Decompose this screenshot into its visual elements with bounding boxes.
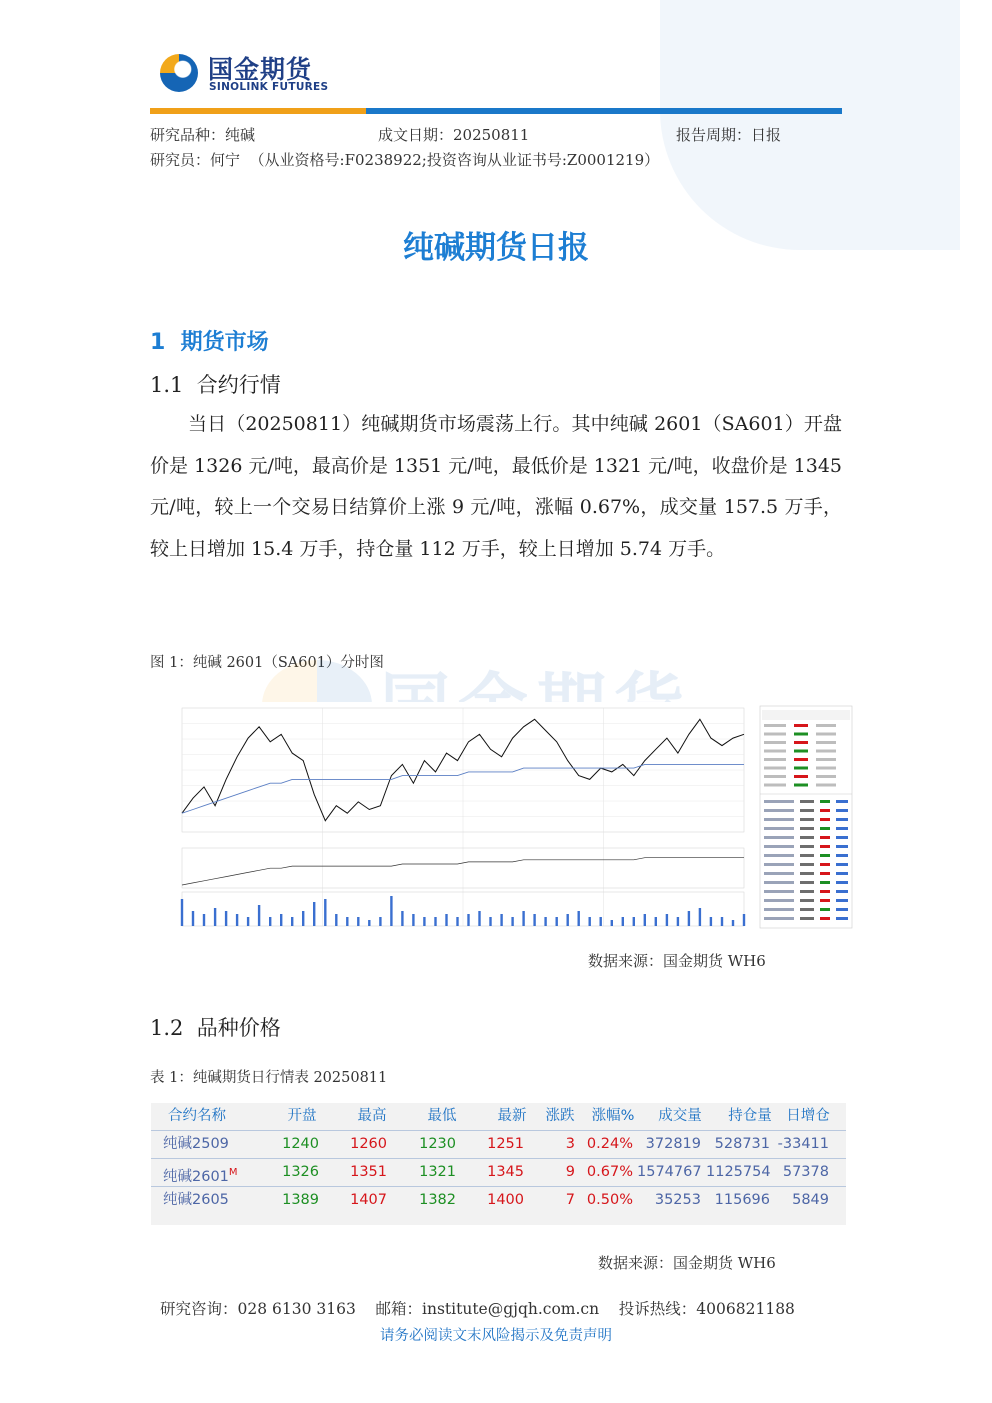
quote-row-label [764, 758, 786, 761]
volume-bar [423, 917, 425, 926]
quote-row-value [794, 784, 808, 787]
tick-row-volume [820, 872, 830, 875]
tick-row-volume [820, 800, 830, 803]
quote-row-value [794, 758, 808, 761]
cell-open-interest: 115696 [714, 1192, 770, 1208]
cell-change: 3 [565, 1136, 575, 1152]
volume-bar [611, 920, 613, 926]
quote-row-value [794, 767, 808, 770]
tick-row-volume [820, 908, 830, 911]
quote-row-label [816, 775, 836, 778]
cell-high: 1351 [350, 1164, 387, 1180]
quote-row-value [794, 750, 808, 753]
th-change: 涨跌 [545, 1108, 575, 1124]
cell-last: 1400 [487, 1192, 524, 1208]
tick-row-price [800, 845, 814, 848]
market-summary-paragraph: 当日（20250811）纯碱期货市场震荡上行。其中纯碱 2601（SA601）开盘价是 1326 元/吨，最高价是 1351 元/吨，最低价是 1321 元/吨，收盘价是 1345 元/吨，较上一个交易日结算价上涨 9 元/吨，涨幅 0.67%，成交量 157.5 万手，较上日增加 15.4 万手，持仓量 112 万手，较上日增加 5.74 万手。 [150, 413, 842, 560]
volume-bar [511, 917, 513, 926]
figure-caption: 图 1：纯碱 2601（SA601）分时图 [150, 655, 384, 671]
tick-row-type [836, 827, 848, 830]
tick-row-type [836, 845, 848, 848]
footer-contact: 研究咨询：028 6130 3163 邮箱：institute@gjqh.com.cn 投诉热线：4006821188 [160, 1300, 795, 1318]
tick-row-time [764, 818, 794, 821]
footer-disclaimer: 请务必阅读文末风险揭示及免责声明 [380, 1328, 612, 1344]
quote-row-value [794, 724, 808, 727]
cell-open: 1389 [282, 1192, 319, 1208]
tick-row-time [764, 827, 794, 830]
tick-row-volume [820, 845, 830, 848]
th-oi-change: 日增仓 [786, 1108, 830, 1124]
volume-bar [743, 914, 745, 926]
quote-row-label [764, 741, 786, 744]
volume-bar [412, 914, 414, 926]
quote-row-label [816, 758, 836, 761]
quote-panel [760, 706, 852, 928]
cell-oi-change: 57378 [782, 1164, 829, 1180]
tick-row-type [836, 908, 848, 911]
volume-bar [368, 920, 370, 926]
tick-row-volume [820, 881, 830, 884]
meta-researcher: 研究员：何宁 （从业资格号:F0238922;投资咨询从业证书号:Z0001219） [150, 151, 660, 169]
cell-change: 9 [565, 1164, 575, 1180]
volume-bar [533, 914, 535, 926]
cell-low: 1230 [419, 1136, 456, 1152]
tick-row-time [764, 899, 794, 902]
quote-row-label [816, 784, 836, 787]
tick-row-volume [820, 899, 830, 902]
cell-name-text: 纯碱2601 [163, 1168, 229, 1185]
tick-row-time [764, 863, 794, 866]
tick-row-price [800, 809, 814, 812]
tick-row-time [764, 890, 794, 893]
cell-low: 1321 [419, 1164, 456, 1180]
quote-row-label [764, 724, 786, 727]
cell-open: 1326 [282, 1164, 319, 1180]
tick-row-time [764, 854, 794, 857]
quote-row-label [764, 733, 786, 736]
tick-row-type [836, 854, 848, 857]
volume-bar [390, 896, 392, 926]
volume-bar [313, 902, 315, 926]
tick-row-type [836, 872, 848, 875]
cell-oi-change: -33411 [777, 1136, 829, 1152]
quote-row-label [816, 741, 836, 744]
tick-row-volume [820, 836, 830, 839]
meta-date: 成文日期：20250811 [378, 126, 530, 144]
volume-bar [544, 917, 546, 926]
volume-bar [489, 917, 491, 926]
tick-row-price [800, 827, 814, 830]
header-rule [366, 108, 842, 114]
volume-bar [214, 908, 216, 926]
header-rule-accent [150, 108, 366, 114]
tick-row-volume [820, 863, 830, 866]
tick-row-time [764, 836, 794, 839]
cell-change-pct: 0.67% [586, 1164, 633, 1180]
quote-row-label [764, 767, 786, 770]
table-caption: 表 1：纯碱期货日行情表 20250811 [150, 1070, 388, 1086]
meta-variety: 研究品种：纯碱 [150, 126, 256, 144]
tick-row-price [800, 854, 814, 857]
tick-row-time [764, 917, 794, 920]
main-contract-badge: M [228, 1167, 238, 1178]
quote-row-label [816, 733, 836, 736]
tick-row-volume [820, 818, 830, 821]
tick-row-type [836, 890, 848, 893]
tick-row-time [764, 872, 794, 875]
quote-row-label [816, 750, 836, 753]
tick-row-time [764, 845, 794, 848]
quote-row-label [816, 724, 836, 727]
volume-bar [699, 908, 701, 926]
section-heading: 1 期货市场 [150, 330, 269, 355]
subsection-contract: 1.1 合约行情 [150, 373, 281, 397]
quote-row-label [764, 784, 786, 787]
th-open: 开盘 [287, 1108, 317, 1124]
volume-bar [467, 914, 469, 926]
table-row [151, 1131, 846, 1158]
tick-row-type [836, 809, 848, 812]
table-row [151, 1159, 846, 1186]
volume-bar [721, 917, 723, 926]
volume-bar [589, 917, 591, 926]
volume-bar [600, 917, 602, 926]
quote-row-label [764, 775, 786, 778]
tick-row-time [764, 800, 794, 803]
volume-bar [434, 917, 436, 926]
volume-bar [710, 917, 712, 926]
tick-row-price [800, 899, 814, 902]
volume-bar [203, 914, 205, 926]
volume-bar [181, 899, 183, 926]
volume-bar [247, 917, 249, 926]
cell-volume: 372819 [645, 1136, 701, 1152]
page-title: 纯碱期货日报 [403, 230, 589, 266]
tick-row-type [836, 899, 848, 902]
cell-open-interest: 1125754 [706, 1164, 771, 1180]
volume-bar [236, 914, 238, 926]
table-row [151, 1187, 846, 1214]
volume-bar [401, 911, 403, 926]
tick-row-price [800, 881, 814, 884]
tick-row-price [800, 800, 814, 803]
cell-change: 7 [565, 1192, 575, 1208]
quote-panel-header [762, 710, 850, 720]
th-change-pct: 涨幅% [591, 1108, 635, 1124]
cell-name [163, 1159, 263, 1186]
tick-row-type [836, 917, 848, 920]
quote-row-value [794, 733, 808, 736]
tick-row-volume [820, 809, 830, 812]
cell-high: 1260 [350, 1136, 387, 1152]
tick-row-price [800, 836, 814, 839]
cell-oi-change: 5849 [792, 1192, 829, 1208]
subsection-price: 1.2 品种价格 [150, 1016, 281, 1040]
tick-row-volume [820, 917, 830, 920]
volume-bar [302, 911, 304, 926]
meta-period: 报告周期：日报 [676, 126, 782, 144]
volume-bar [567, 914, 569, 926]
th-open-interest: 持仓量 [728, 1108, 772, 1124]
volume-bar [225, 911, 227, 926]
tick-row-volume [820, 854, 830, 857]
brand-logo-icon [160, 54, 198, 92]
quote-row-label [816, 767, 836, 770]
tick-row-time [764, 809, 794, 812]
tick-row-price [800, 872, 814, 875]
figure-source: 数据来源：国金期货 WH6 [588, 952, 766, 970]
th-low: 最低 [427, 1108, 457, 1124]
volume-bar [445, 914, 447, 926]
tick-row-time [764, 881, 794, 884]
volume-bar [346, 917, 348, 926]
volume-bar [500, 914, 502, 926]
quote-row-value [794, 741, 808, 744]
quote-row-label [764, 750, 786, 753]
volume-bar [291, 917, 293, 926]
tick-row-price [800, 908, 814, 911]
cell-change-pct: 0.24% [586, 1136, 633, 1152]
tick-row-volume [820, 827, 830, 830]
quote-row-value [794, 775, 808, 778]
tick-row-volume [820, 890, 830, 893]
volume-bar [666, 914, 668, 926]
brand-name-cn: 国金期货 [208, 55, 313, 84]
cell-low: 1382 [419, 1192, 456, 1208]
cell-last: 1251 [487, 1136, 524, 1152]
tick-row-type [836, 818, 848, 821]
cell-name: 纯碱2605 [163, 1192, 229, 1208]
th-high: 最高 [357, 1108, 387, 1124]
tick-row-price [800, 818, 814, 821]
cell-change-pct: 0.50% [586, 1192, 633, 1208]
cell-name: 纯碱2509 [163, 1136, 229, 1152]
price-table [151, 1103, 846, 1225]
volume-bar [644, 914, 646, 926]
volume-bar [456, 917, 458, 926]
volume-bar [688, 911, 690, 926]
intraday-chart [162, 702, 854, 930]
quote-panel-frame [760, 706, 852, 928]
th-volume: 成交量 [658, 1108, 702, 1124]
volume-bar [258, 905, 260, 926]
cell-last: 1345 [487, 1164, 524, 1180]
volume-bar [324, 899, 326, 926]
volume-bar [192, 911, 194, 926]
volume-bar [622, 917, 624, 926]
volume-bar [556, 917, 558, 926]
volume-bar [732, 920, 734, 926]
volume-bar [633, 917, 635, 926]
cell-open-interest: 528731 [714, 1136, 770, 1152]
volume-bar [357, 917, 359, 926]
volume-bar [522, 911, 524, 926]
cell-volume: 1574767 [637, 1164, 702, 1180]
volume-bar [655, 917, 657, 926]
tick-row-price [800, 863, 814, 866]
cell-open: 1240 [282, 1136, 319, 1152]
tick-row-price [800, 890, 814, 893]
cell-volume: 35253 [654, 1192, 701, 1208]
volume-bar [578, 911, 580, 926]
tick-row-type [836, 836, 848, 839]
tick-row-type [836, 863, 848, 866]
volume-bar [335, 914, 337, 926]
volume-bar [280, 914, 282, 926]
brand-name-en: SINOLINK FUTURES [209, 81, 329, 93]
table-header-row [151, 1103, 846, 1130]
tick-row-type [836, 881, 848, 884]
th-last: 最新 [497, 1108, 527, 1124]
tick-row-time [764, 908, 794, 911]
tick-row-price [800, 917, 814, 920]
volume-bar [478, 911, 480, 926]
volume-bar [379, 917, 381, 926]
tick-row-type [836, 800, 848, 803]
volume-bar [677, 917, 679, 926]
table-source: 数据来源：国金期货 WH6 [598, 1254, 776, 1272]
volume-bar [269, 917, 271, 926]
th-name: 合约名称 [168, 1108, 226, 1124]
cell-high: 1407 [350, 1192, 387, 1208]
